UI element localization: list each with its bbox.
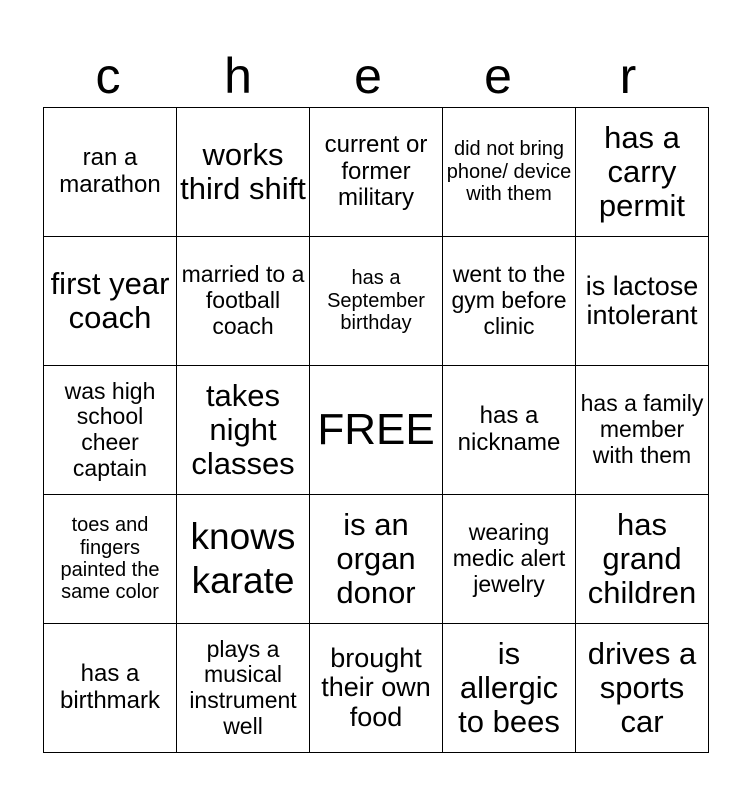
- board-row: [44, 237, 709, 366]
- title-letter: r: [619, 48, 637, 104]
- title-letter: h: [224, 48, 252, 104]
- bingo-cell[interactable]: brought their own food: [310, 624, 443, 753]
- bingo-cell[interactable]: ran a marathon: [44, 108, 177, 237]
- bingo-cell[interactable]: is an organ donor: [310, 495, 443, 624]
- bingo-cell[interactable]: has grand children: [576, 495, 709, 624]
- bingo-cell[interactable]: knows karate: [177, 495, 310, 624]
- board-row: [44, 366, 709, 495]
- title-letter: c: [95, 48, 121, 104]
- bingo-cell[interactable]: has a September birthday: [310, 237, 443, 366]
- board-row: [44, 495, 709, 624]
- bingo-cell[interactable]: is allergic to bees: [443, 624, 576, 753]
- bingo-cell[interactable]: current or former military: [310, 108, 443, 237]
- bingo-cell[interactable]: has a birthmark: [44, 624, 177, 753]
- bingo-cell[interactable]: has a nickname: [443, 366, 576, 495]
- bingo-title: [43, 48, 693, 104]
- board-row: [44, 108, 709, 237]
- bingo-board: [43, 107, 709, 753]
- bingo-cell[interactable]: first year coach: [44, 237, 177, 366]
- bingo-cell[interactable]: drives a sports car: [576, 624, 709, 753]
- bingo-cell[interactable]: went to the gym before clinic: [443, 237, 576, 366]
- board-row: [44, 624, 709, 753]
- bingo-cell[interactable]: was high school cheer captain: [44, 366, 177, 495]
- free-space[interactable]: FREE: [310, 366, 443, 495]
- bingo-cell[interactable]: works third shift: [177, 108, 310, 237]
- bingo-cell[interactable]: takes night classes: [177, 366, 310, 495]
- bingo-cell[interactable]: married to a football coach: [177, 237, 310, 366]
- bingo-cell[interactable]: toes and fingers painted the same color: [44, 495, 177, 624]
- bingo-cell[interactable]: is lactose intolerant: [576, 237, 709, 366]
- bingo-cell[interactable]: plays a musical instrument well: [177, 624, 310, 753]
- bingo-cell[interactable]: wearing medic alert jewelry: [443, 495, 576, 624]
- bingo-cell[interactable]: has a family member with them: [576, 366, 709, 495]
- title-letter: e: [484, 48, 512, 104]
- bingo-cell[interactable]: has a carry permit: [576, 108, 709, 237]
- title-letter: e: [354, 48, 382, 104]
- bingo-cell[interactable]: did not bring phone/ device with them: [443, 108, 576, 237]
